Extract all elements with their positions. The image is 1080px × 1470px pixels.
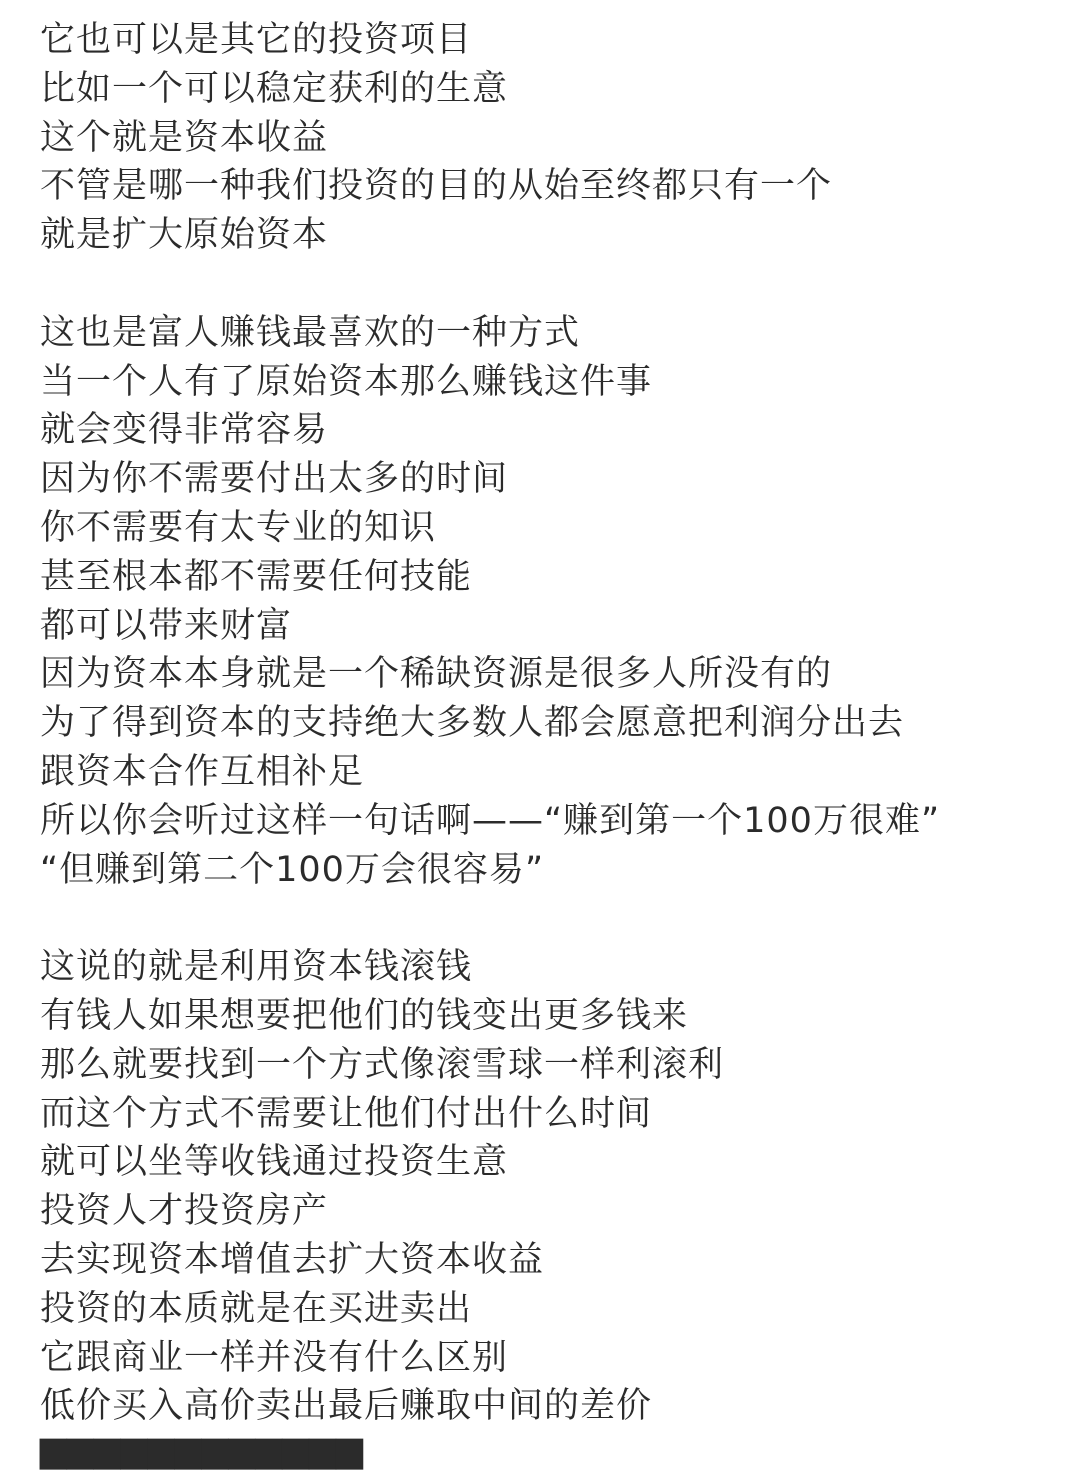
paragraph-2 — [40, 309, 1050, 895]
text-line: 比如一个可以稳定获利的生意 — [40, 68, 509, 109]
text-line: 这说的就是利用资本钱滚钱 — [40, 947, 473, 988]
text-line: 就可以坐等收钱通过投资生意 — [40, 1142, 509, 1183]
text-line: 你不需要有太专业的知识 — [40, 507, 437, 548]
paragraph-3 — [40, 943, 1050, 1431]
text-line: 因为资本本身就是一个稀缺资源是很多人所没有的 — [40, 654, 833, 695]
text-line: 甚至根本都不需要任何技能 — [40, 556, 473, 597]
text-line: 投资的本质就是在买进卖出 — [40, 1288, 473, 1329]
text-line: 为了得到资本的支持绝大多数人都会愿意把利润分出去 — [40, 703, 905, 744]
text-line: 这个就是资本收益 — [40, 117, 329, 158]
text-line: 它跟商业一样并没有什么区别 — [40, 1337, 509, 1378]
text-line: 它也可以是其它的投资项目 — [40, 20, 473, 60]
text-line: 低价买入高价卖出最后赚取中间的差价 — [40, 1386, 653, 1427]
cut-off-line — [40, 1428, 460, 1470]
text-line: 都可以带来财富 — [40, 605, 293, 646]
text-line: 当一个人有了原始资本那么赚钱这件事 — [40, 361, 653, 402]
text-line: 而这个方式不需要让他们付出什么时间 — [40, 1093, 653, 1134]
text-line: 就是扩大原始资本 — [40, 215, 329, 256]
text-line: 跟资本合作互相补足 — [40, 751, 365, 792]
text-line: 有钱人如果想要把他们的钱变出更多钱来 — [40, 995, 689, 1036]
paragraph-spacer — [40, 894, 1050, 943]
paragraph-spacer — [40, 260, 1050, 309]
text-line: 那么就要找到一个方式像滚雪球一样利滚利 — [40, 1044, 725, 1085]
text-line: 去实现资本增值去扩大资本收益 — [40, 1239, 545, 1280]
text-line: 不管是哪一种我们投资的目的从始至终都只有一个 — [40, 166, 833, 207]
text-line: 就会变得非常容易 — [40, 410, 329, 451]
text-line: 这也是富人赚钱最喜欢的一种方式 — [40, 312, 581, 353]
text-line: “但赚到第二个100万会很容易” — [40, 849, 545, 890]
text-line: 因为你不需要付出太多的时间 — [40, 459, 509, 500]
paragraph-1 — [40, 16, 1050, 260]
note-body — [40, 16, 1050, 1431]
text-line: 投资人才投资房产 — [40, 1191, 329, 1232]
cut-off-line-glyphs: ▆▆▆▆▆▆▆▆▆▆▆▆ — [40, 1430, 363, 1470]
text-line: 所以你会听过这样一句话啊——“赚到第一个100万很难” — [40, 800, 941, 841]
